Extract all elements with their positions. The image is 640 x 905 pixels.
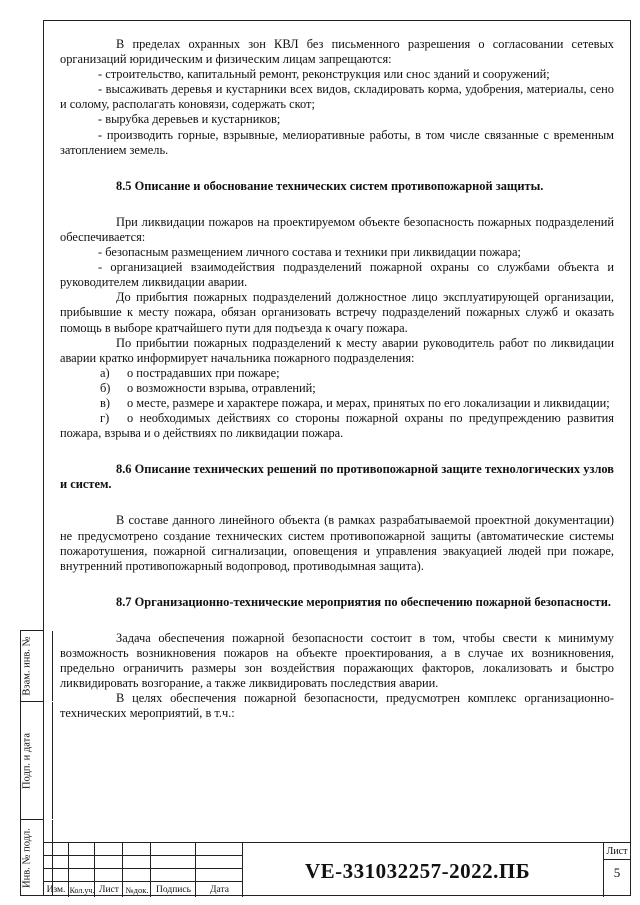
list-text: о необходимых действиях со стороны пожарной охраны по предупреждению развития пожара, взрыва и о действиях по ликвидации пожара. (60, 411, 614, 441)
paragraph: В составе данного линейного объекта (в рамках разрабатываемой проектной документации) не предусмотрено создание технических систем противопожарной защиты (автоматические системы пожаротушения, пожарной сигнализации, оповещения и управления эвакуацией людей при пожаре, внутренний противопожарный водопровод, противодымная защита). (60, 513, 614, 573)
list-item (60, 411, 614, 441)
paragraph: До прибытия пожарных подразделений должностное лицо эксплуатирующей организации, прибывшие к месту пожара, обязан организовать встречу подразделений пожарных служб и оказать помощь в выборе кратчайшего пути для подъезда к очагу пожара. (60, 290, 614, 335)
list-item (60, 396, 614, 411)
list-item: - организацией взаимодействия подразделений пожарной охраны со службами объекта и руководителем ликвидации аварии. (60, 260, 614, 290)
stamp-label: Подп. и дата (21, 732, 33, 789)
list-label: а) (100, 365, 110, 380)
sheet-number: 5 (613, 865, 621, 880)
stamp-label: Взам. инв. № (21, 636, 33, 696)
list-item (60, 381, 614, 396)
paragraph: При ликвидации пожаров на проектируемом объекте безопасность пожарных подразделений обеспечивается: (60, 214, 614, 244)
list-item (60, 366, 614, 381)
list-text: о пострадавших при пожаре; (127, 365, 280, 380)
document-body (60, 37, 614, 721)
title-block (43, 842, 631, 896)
col-list: Лист (99, 885, 119, 895)
list-item: - производить горные, взрывные, мелиоративные работы, в том числе связанные с временным затоплением земель. (60, 127, 614, 157)
list-text: о месте, размере и характере пожара, и мерах, принятых по его локализации и ликвидации; (127, 395, 610, 410)
stamp-podp-data (20, 702, 43, 820)
stamp-vzam-inv (20, 630, 43, 702)
document-code: VE-331032257-2022.ПБ (305, 859, 531, 883)
section-heading-8-6: 8.6 Описание технических решений по противопожарной защите технологических узлов и систем. (60, 462, 614, 492)
section-heading-8-5: 8.5 Описание и обоснование технических систем противопожарной защиты. (116, 178, 544, 193)
list-item: - строительство, капитальный ремонт, реконструкция или снос зданий и сооружений; (98, 67, 550, 82)
stamp-inv-podl (20, 820, 43, 896)
list-label: в) (100, 395, 110, 410)
list-text: о возможности взрыва, отравлений; (127, 380, 316, 395)
stamp-label: Инв. № подл. (21, 827, 33, 888)
list-item: - безопасным размещением личного состава и техники при ликвидации пожара; (98, 245, 521, 260)
col-kol-uch: Кол.уч. (69, 886, 95, 895)
sheet-label: Лист (603, 843, 631, 860)
col-ndok: №док. (125, 885, 149, 895)
col-izm: Изм. (46, 885, 66, 895)
list-item: - вырубка деревьев и кустарников; (98, 112, 281, 127)
paragraph: В пределах охранных зон КВЛ без письменного разрешения о согласовании сетевых организаций юридическим и физическим лицам запрещаются: (60, 37, 614, 67)
paragraph: Задача обеспечения пожарной безопасности состоит в том, чтобы свести к минимуму возможность возникновения пожаров на объекте проектирования, а в случае их возникновения, предельно ограничить размеры зон воздействия поражающих факторов, локализовать и быстро ликвидировать возгорание, а также ликвидировать последствия аварии. (60, 630, 614, 691)
col-podpis: Подпись (156, 885, 191, 895)
paragraph: В целях обеспечения пожарной безопасности, предусмотрен комплекс организационно-технических мероприятий, в т.ч.: (60, 691, 614, 721)
list-item: - высаживать деревья и кустарники всех видов, складировать корма, удобрения, материалы, сено и солому, располагать коновязи, содержать скот; (60, 82, 614, 112)
list-label: б) (100, 380, 111, 395)
section-heading-8-7: 8.7 Организационно-технические мероприятия по обеспечению пожарной безопасности. (116, 594, 611, 609)
list-label: г) (100, 411, 110, 426)
paragraph: По прибытии пожарных подразделений к месту аварии руководитель работ по ликвидации аварии кратко информирует начальника пожарного подразделения: (60, 335, 614, 365)
col-data: Дата (210, 885, 229, 895)
